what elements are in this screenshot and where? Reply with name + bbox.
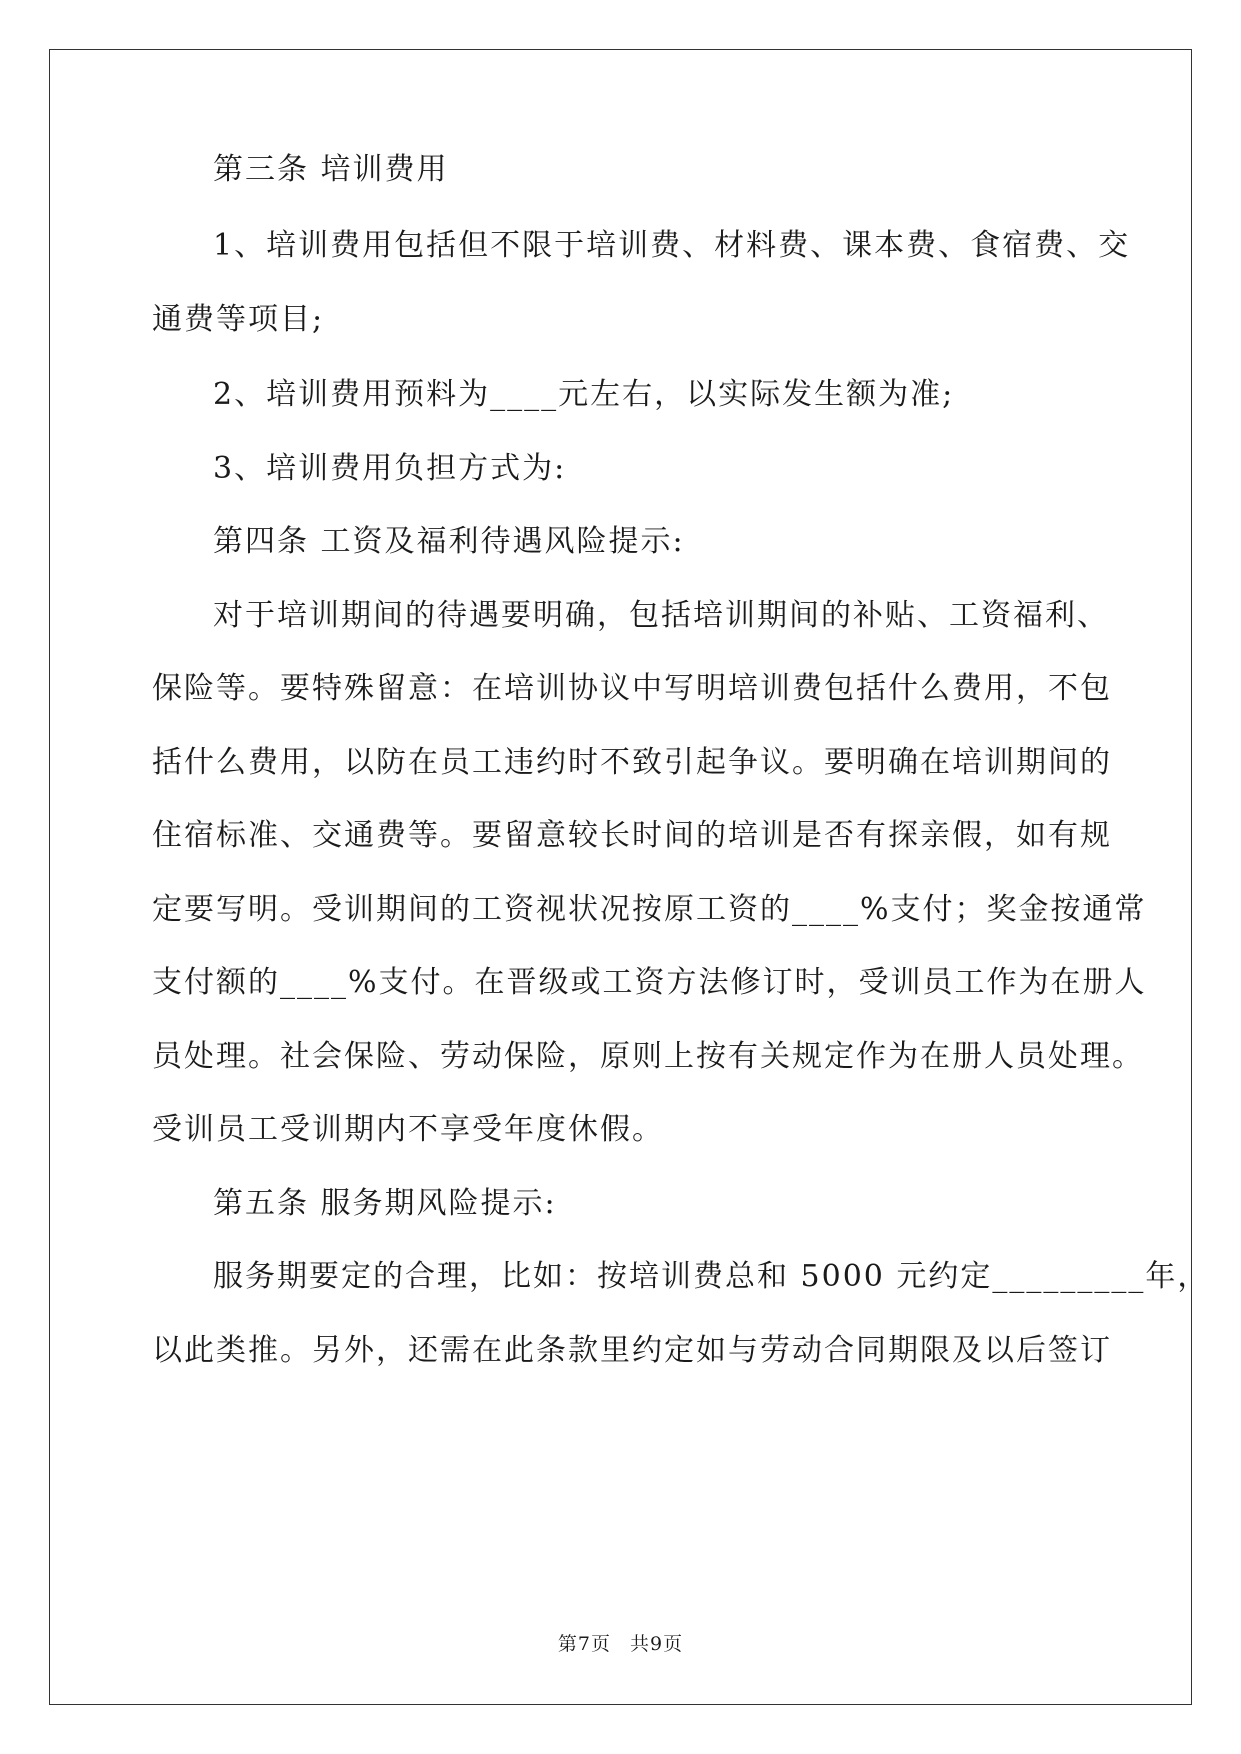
article-5-heading: 第五条 服务期风险提示: xyxy=(213,1186,557,1221)
paragraph-line: 定要写明。受训期间的工资视状况按原工资的____%支付；奖金按通常 xyxy=(152,892,1147,927)
paragraph-line: 服务期要定的合理，比如：按培训费总和 5000 元约定_________年， xyxy=(213,1259,1210,1294)
page-border xyxy=(49,49,1192,1705)
paragraph-line: 3、培训费用负担方式为: xyxy=(213,451,567,486)
paragraph-line: 括什么费用，以防在员工违约时不致引起争议。要明确在培训期间的 xyxy=(152,745,1112,780)
paragraph-line: 受训员工受训期内不享受年度休假。 xyxy=(152,1112,664,1147)
paragraph-line: 对于培训期间的待遇要明确，包括培训期间的补贴、工资福利、 xyxy=(213,598,1109,633)
page-number: 第7页 xyxy=(557,1633,611,1655)
page-footer xyxy=(0,1629,1241,1656)
paragraph-line: 以此类推。另外，还需在此条款里约定如与劳动合同期限及以后签订 xyxy=(152,1333,1112,1368)
paragraph-line: 员处理。社会保险、劳动保险，原则上按有关规定作为在册人员处理。 xyxy=(152,1039,1144,1074)
paragraph-line: 通费等项目; xyxy=(152,302,325,337)
article-4-heading: 第四条 工资及福利待遇风险提示: xyxy=(213,524,685,559)
page-total: 共9页 xyxy=(630,1633,684,1655)
paragraph-line: 2、培训费用预料为____元左右，以实际发生额为准; xyxy=(213,377,955,412)
paragraph-line: 住宿标准、交通费等。要留意较长时间的培训是否有探亲假，如有规 xyxy=(152,818,1112,853)
article-3-heading: 第三条 培训费用 xyxy=(213,152,449,187)
paragraph-line: 支付额的____%支付。在晋级或工资方法修订时，受训员工作为在册人 xyxy=(152,965,1147,1000)
paragraph-line: 1、培训费用包括但不限于培训费、材料费、课本费、食宿费、交 xyxy=(213,228,1131,263)
paragraph-line: 保险等。要特殊留意：在培训协议中写明培训费包括什么费用，不包 xyxy=(152,671,1112,706)
